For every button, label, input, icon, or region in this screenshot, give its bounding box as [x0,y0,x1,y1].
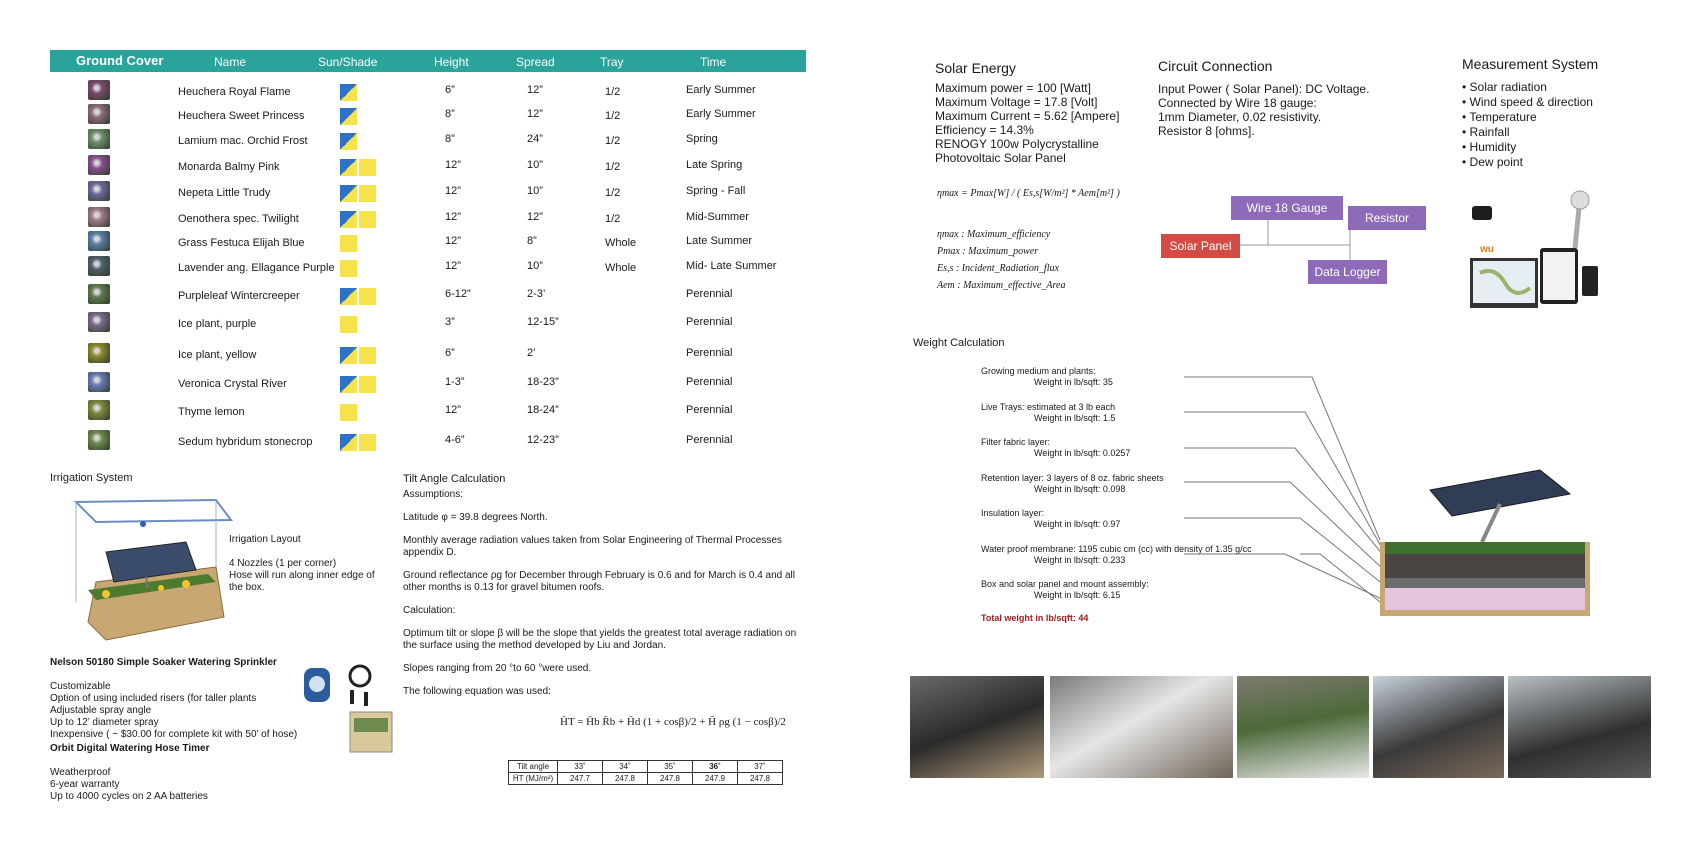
tilt-cell: 247.8 [603,773,648,785]
part-shade-icon [340,434,357,451]
plant-spread: 12” [527,84,543,96]
plant-time: Early Summer [686,108,756,120]
plant-time: Perennial [686,434,733,446]
ground-cover-row [50,347,806,369]
sun-shade-indicator [340,432,380,452]
tilt-table-head-row [509,761,783,773]
tilt-cell: 36˚ [693,761,738,773]
plant-thumbnail [88,231,110,251]
plant-spread: 2’ [527,347,536,359]
plant-tray: 1/2 [605,213,621,225]
sprinkler-title: Nelson 50180 Simple Soaker Watering Sprinkler [50,657,277,668]
plant-spread: 8” [527,235,537,247]
sprinkler-line: Option of using included risers (for taller plants [50,693,257,704]
plant-spread: 2-3’ [527,288,546,300]
weight-title: Weight Calculation [913,337,1005,349]
circuit-line: Resistor 8 [ohms]. [1158,124,1255,138]
ground-cover-row [50,434,806,456]
part-shade-icon [340,347,357,364]
full-sun-icon [359,159,376,176]
plant-time: Spring - Fall [686,185,746,197]
plant-tray: Whole [605,262,637,274]
formula-definitions [937,226,1065,294]
wire-18-gauge-box: Wire 18 Gauge [1231,196,1343,220]
measurement-item: • Dew point [1462,155,1523,169]
ground-cover-row [50,260,806,282]
plant-thumbnail [88,181,110,201]
plant-name: Ice plant, yellow [178,349,257,361]
tilt-paragraph: Latitude φ = 39.8 degrees North. [403,512,548,523]
sun-shade-indicator [340,131,380,151]
sun-shade-indicator [340,106,380,126]
circuit-text [1158,82,1369,138]
weight-layer-label: Water proof membrane: 1195 cubic cm (cc) with density of 1.35 g/cc [981,543,1252,554]
solar-specs [935,81,1119,165]
full-sun-icon [359,211,376,228]
tilt-title: Tilt Angle Calculation [403,473,506,485]
measurement-item: • Rainfall [1462,125,1510,139]
part-shade-icon [340,211,357,228]
sprinkler-line: Up to 12’ diameter spray [50,717,159,728]
plant-height: 4-6” [445,434,465,446]
measurement-item: • Solar radiation [1462,80,1547,94]
plant-thumbnail [88,343,110,363]
plant-height: 12” [445,404,461,416]
tilt-cell: 247.8 [648,773,693,785]
plant-time: Spring [686,133,718,145]
sprinkler-line: Inexpensive ( ~ $30.00 for complete kit with 50’ of hose) [50,729,298,740]
plant-tray: Whole [605,237,637,249]
weight-layer-value: Weight in lb/sqft: 35 [1034,377,1113,387]
solar-panel-box: Solar Panel [1161,234,1240,258]
tilt-paragraph: Monthly average radiation values taken from Solar Engineering of Thermal Processes appendix D. [403,535,782,558]
circuit-line: Connected by Wire 18 gauge: [1158,96,1317,110]
tilt-paragraph: Slopes ranging from 20 °to 60 °were used. [403,663,592,674]
build-photo-3 [1237,676,1369,778]
formula-def: Es,s : Incident_Radiation_flux [937,263,1059,274]
sun-shade-indicator [340,209,380,229]
irrigation-layout-title: Irrigation Layout [229,534,301,545]
part-shade-icon [340,84,357,101]
plant-height: 12” [445,185,461,197]
weight-layer-value: Weight in lb/sqft: 6.15 [1034,590,1121,600]
tilt-angle-table [508,760,783,785]
plant-thumbnail [88,80,110,100]
ground-cover-header [50,50,806,72]
plant-name: Heuchera Sweet Princess [178,110,305,122]
ground-cover-row [50,211,806,233]
plant-tray: 1/2 [605,86,621,98]
plant-name: Thyme lemon [178,406,245,418]
plant-height: 6” [445,347,455,359]
measurement-title: Measurement System [1462,56,1599,72]
solar-line: Efficiency = 14.3% [935,123,1034,137]
plant-thumbnail [88,312,110,332]
plant-name: Nepeta Little Trudy [178,187,271,199]
part-shade-icon [340,133,357,150]
header-spread: Spread [516,55,555,69]
header-ground-cover: Ground Cover [76,53,164,68]
tilt-paragraph: The following equation was used: [403,686,551,697]
plant-name: Ice plant, purple [178,318,257,330]
tilt-paragraph: Assumptions: [403,489,464,500]
weight-leader-lines [1180,370,1400,610]
plant-spread: 10” [527,185,543,197]
irrigation-box-illustration [66,492,236,652]
plant-time: Perennial [686,404,733,416]
tilt-paragraph: Optimum tilt or slope β will be the slope that yields the greatest total average radiation on the surface using the method developed by Liu and Jordan. [403,628,797,651]
timer-line: Up to 4000 cycles on 2 AA batteries [50,791,208,802]
tilt-cell: 35˚ [648,761,693,773]
plant-height: 12” [445,159,461,171]
plant-thumbnail [88,207,110,227]
plant-spread: 10” [527,159,543,171]
plant-height: 12” [445,211,461,223]
build-photo-2 [1050,676,1233,778]
part-shade-icon [340,185,357,202]
plant-spread: 12-23” [527,434,559,446]
layout-line: Hose will run along inner edge of [229,570,375,581]
solar-line: RENOGY 100w Polycrystalline [935,137,1099,151]
plant-height: 12” [445,235,461,247]
plant-height: 3” [445,316,455,328]
sun-shade-indicator [340,374,380,394]
plant-thumbnail [88,155,110,175]
full-sun-icon [359,434,376,451]
tilt-cell: H̄T (MJ/m²) [509,773,558,785]
sprinkler-product-images [302,662,394,754]
tilt-cell: 247.8 [738,773,783,785]
plant-spread: 12” [527,211,543,223]
plant-spread: 18-23” [527,376,559,388]
weight-layer-value: Weight in lb/sqft: 1.5 [1034,412,1116,423]
plant-spread: 12” [527,108,543,120]
tilt-paragraph: Calculation: [403,605,456,616]
sprinkler-list [50,681,297,741]
sprinkler-line: Customizable [50,681,111,692]
timer-title: Orbit Digital Watering Hose Timer [50,743,210,754]
circuit-line: 1mm Diameter, 0.02 resistivity. [1158,110,1322,124]
header-height: Height [434,55,469,69]
full-sun-icon [359,185,376,202]
ground-cover-row [50,133,806,155]
sun-shade-indicator [340,157,380,177]
plant-name: Oenothera spec. Twilight [178,213,299,225]
plant-name: Veronica Crystal River [178,378,287,390]
plant-name: Lamium mac. Orchid Frost [178,135,308,147]
irrigation-title: Irrigation System [50,472,133,484]
plant-name: Grass Festuca Elijah Blue [178,237,305,249]
data-logger-box: Data Logger [1308,260,1387,284]
part-shade-icon [340,376,357,393]
tilt-paragraph: Ground reflectance ρg for December through February is 0.6 and for March is 0.4 and all other months is 0.13 for gravel bitumen roofs. [403,570,795,593]
build-photo-1 [910,676,1044,778]
svg-text:wu: wu [1480,244,1494,255]
ground-cover-row [50,235,806,257]
plant-spread: 18-24” [527,404,559,416]
plant-height: 8” [445,108,455,120]
header-sun-shade: Sun/Shade [318,55,378,69]
weight-layer-label: Filter fabric layer: [981,437,1051,447]
tilt-cell: 33˚ [558,761,603,773]
header-name: Name [214,55,247,69]
build-photo-5 [1508,676,1651,778]
irrigation-layout-text [229,558,379,594]
plant-height: 8” [445,133,455,145]
tilt-cell: 247.7 [558,773,603,785]
sun-shade-indicator [340,233,380,253]
plant-time: Perennial [686,376,733,388]
header-tray: Tray [600,55,624,69]
full-sun-icon [340,260,357,277]
weight-layer-value: Weight in lb/sqft: 0.098 [1034,483,1126,494]
weight-layer-label: Growing medium and plants: [981,366,1096,376]
ground-cover-row [50,404,806,426]
plant-spread: 12-15” [527,316,559,328]
measurement-item: • Wind speed & direction [1462,95,1593,109]
weight-layer-value: Weight in lb/sqft: 0.97 [1034,519,1121,529]
solar-title: Solar Energy [935,60,1016,76]
sun-shade-indicator [340,345,380,365]
full-sun-icon [340,235,357,252]
plant-height: 12” [445,260,461,272]
green-roof-box-illustration [1370,460,1595,620]
plant-tray: 1/2 [605,187,621,199]
plant-thumbnail [88,256,110,276]
weight-layer-value: Weight in lb/sqft: 0.233 [1034,554,1126,565]
plant-thumbnail [88,284,110,304]
formula-def: Pmax : Maximum_power [937,246,1039,257]
full-sun-icon [340,316,357,333]
plant-tray: 1/2 [605,135,621,147]
layout-line: 4 Nozzles (1 per corner) [229,558,337,569]
full-sun-icon [359,376,376,393]
plant-name: Sedum hybridum stonecrop [178,436,313,448]
plant-time: Perennial [686,347,733,359]
full-sun-icon [359,347,376,364]
circuit-title: Circuit Connection [1158,58,1273,74]
ground-cover-row [50,376,806,398]
circuit-line: Input Power ( Solar Panel): DC Voltage. [1158,82,1370,96]
efficiency-formula: ηmax = Pmax[W] / ( Es,s[W/m²] * Aem[m²] ) [937,188,1120,199]
header-time: Time [700,55,727,69]
tilt-table-value-row [509,773,783,785]
plant-time: Early Summer [686,84,756,96]
resistor-box: Resistor [1348,206,1426,230]
weather-station-illustration [1470,188,1600,318]
tilt-cell: 247.9 [693,773,738,785]
weight-layer-label: Insulation layer: [981,508,1045,518]
ground-cover-row [50,84,806,106]
plant-name: Monarda Balmy Pink [178,161,280,173]
plant-height: 6-12” [445,288,471,300]
weight-layer-value: Weight in lb/sqft: 0.0257 [1034,448,1131,458]
plant-time: Mid- Late Summer [686,260,777,272]
measurement-list [1462,80,1593,170]
plant-height: 1-3” [445,376,465,388]
full-sun-icon [359,288,376,305]
plant-spread: 10” [527,260,543,272]
plant-time: Mid-Summer [686,211,749,223]
weight-layer-label: Live Trays: estimated at 3 lb each [981,401,1116,412]
plant-time: Late Summer [686,235,753,247]
total-weight: Total weight in lb/sqft: 44 [981,613,1089,623]
formula-def: ηmax : Maximum_efficiency [937,229,1051,240]
solar-line: Maximum Voltage = 17.8 [Volt] [935,95,1098,109]
plant-name: Purpleleaf Wintercreeper [178,290,300,302]
full-sun-icon [340,404,357,421]
plant-name: Heuchera Royal Flame [178,86,291,98]
ground-cover-row [50,185,806,207]
part-shade-icon [340,288,357,305]
plant-thumbnail [88,104,110,124]
timer-line: 6-year warranty [50,779,120,790]
ground-cover-row [50,316,806,338]
tilt-cell: Tilt angle [509,761,558,773]
tilt-cell: 37˚ [738,761,783,773]
sun-shade-indicator [340,82,380,102]
ground-cover-row [50,159,806,181]
plant-thumbnail [88,400,110,420]
plant-height: 6” [445,84,455,96]
solar-line: Photovoltaic Solar Panel [935,151,1066,165]
sun-shade-indicator [340,183,380,203]
plant-thumbnail [88,372,110,392]
part-shade-icon [340,159,357,176]
tilt-text [403,489,803,698]
plant-thumbnail [88,430,110,450]
ground-cover-table [50,50,806,448]
formula-def: Aem : Maximum_effective_Area [937,280,1066,291]
timer-list [50,767,208,803]
weight-layer-label: Retention layer: 3 layers of 8 oz. fabric sheets [981,472,1164,483]
timer-line: Weatherproof [50,767,111,778]
layout-line: the box. [229,582,265,593]
measurement-item: • Humidity [1462,140,1517,154]
ground-cover-row [50,288,806,310]
sun-shade-indicator [340,286,380,306]
tilt-equation: H̄T = H̄b R̄b + H̄d (1 + cosβ)/2 + H̄ ρg (1 − cosβ)/2 [560,716,786,728]
solar-line: Maximum power = 100 [Watt] [935,81,1091,95]
tilt-cell: 34˚ [603,761,648,773]
measurement-item: • Temperature [1462,110,1537,124]
sprinkler-line: Adjustable spray angle [50,705,152,716]
ground-cover-row [50,108,806,130]
plant-time: Perennial [686,316,733,328]
weight-layer-label: Box and solar panel and mount assembly: [981,579,1149,589]
solar-line: Maximum Current = 5.62 [Ampere] [935,109,1120,123]
plant-thumbnail [88,129,110,149]
sun-shade-indicator [340,258,380,278]
plant-name: Lavender ang. Ellagance Purple [178,262,335,274]
part-shade-icon [340,108,357,125]
plant-spread: 24” [527,133,543,145]
sun-shade-indicator [340,314,380,334]
build-photo-4 [1373,676,1504,778]
plant-tray: 1/2 [605,110,621,122]
sun-shade-indicator [340,402,380,422]
plant-time: Perennial [686,288,733,300]
plant-tray: 1/2 [605,161,621,173]
plant-time: Late Spring [686,159,743,171]
